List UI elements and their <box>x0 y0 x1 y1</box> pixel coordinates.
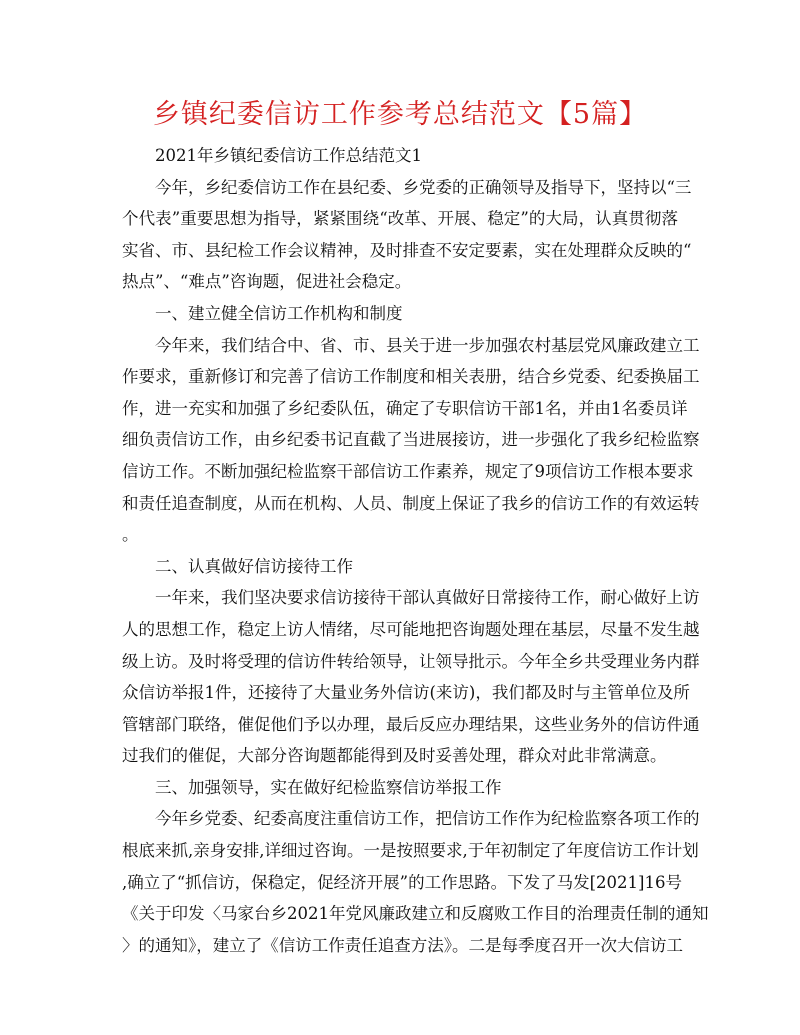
subtitle-line: 2021年乡镇纪委信访工作总结范文1 <box>155 146 422 165</box>
paragraph-line: 。 <box>122 525 139 545</box>
paragraph-line: 一年来，我们坚决要求信访接待干部认真做好日常接待工作，耐心做好上访 <box>155 588 700 608</box>
paragraph-line: 作要求，重新修订和完善了信访工作制度和相关表册，结合乡党委、纪委换届工 <box>122 367 700 387</box>
paragraph-line: 根底来抓,亲身安排,详细过咨询。一是按照要求,于年初制定了年度信访工作计划 <box>122 841 699 861</box>
paragraph-line: 细负责信访工作，由乡纪委书记直截了当进展接访，进一步强化了我乡纪检监察 <box>122 430 700 450</box>
section-heading: 二、认真做好信访接待工作 <box>155 556 353 576</box>
paragraph-line: 今年，乡纪委信访工作在县纪委、乡党委的正确领导及指导下，坚持以“三 <box>155 177 692 197</box>
paragraph-line: 热点”、“难点”咨询题，促进社会稳定。 <box>122 272 412 292</box>
document-title: 乡镇纪委信访工作参考总结范文【5篇】 <box>152 99 648 130</box>
paragraph-line: 今年来，我们结合中、省、市、县关于进一步加强农村基层党风廉政建立工 <box>155 335 700 355</box>
paragraph-line: 人的思想工作，稳定上访人情绪，尽可能地把咨询题处理在基层，尽量不发生越 <box>122 619 700 639</box>
section-heading: 一、建立健全信访工作机构和制度 <box>155 303 403 323</box>
paragraph-line: 个代表”重要思想为指导，紧紧围绕“改革、开展、稳定”的大局，认真贯彻落 <box>122 209 678 229</box>
document-body <box>122 140 709 961</box>
paragraph-line: 实省、市、县纪检工作会议精神，及时排查不安定要素，实在处理群众反映的“ <box>122 240 692 260</box>
paragraph-line: 今年乡党委、纪委高度注重信访工作，把信访工作作为纪检监察各项工作的 <box>155 809 700 829</box>
paragraph-line: 过我们的催促，大部分咨询题都能得到及时妥善处理，群众对此非常满意。 <box>122 746 667 766</box>
paragraph-line: ,确立了“抓信访，保稳定，促经济开展”的工作思路。下发了马发[2021]16号 <box>122 872 682 892</box>
paragraph-line: 众信访举报1件，还接待了大量业务外信访(来访)，我们都及时与主管单位及所 <box>122 683 690 703</box>
section-heading: 三、加强领导，实在做好纪检监察信访举报工作 <box>155 777 502 797</box>
paragraph-line: 管辖部门联络，催促他们予以办理，最后反应办理结果，这些业务外的信访件通 <box>122 714 700 734</box>
paragraph-line: 级上访。及时将受理的信访件转给领导，让领导批示。今年全乡共受理业务内群 <box>122 651 700 671</box>
paragraph-line: 《关于印发〈马家台乡2021年党风廉政建立和反腐败工作目的治理责任制的通知 <box>122 904 709 924</box>
paragraph-line: 和责任追查制度，从而在机构、人员、制度上保证了我乡的信访工作的有效运转 <box>122 493 700 513</box>
paragraph-line: 〉的通知》，建立了《信访工作责任追查方法》。二是每季度召开一次大信访工 <box>122 935 683 955</box>
paragraph-line: 作，进一充实和加强了乡纪委队伍，确定了专职信访干部1名，并由1名委员详 <box>122 398 688 418</box>
paragraph-line: 信访工作。不断加强纪检监察干部信访工作素养，规定了9项信访工作根本要求 <box>122 461 694 481</box>
